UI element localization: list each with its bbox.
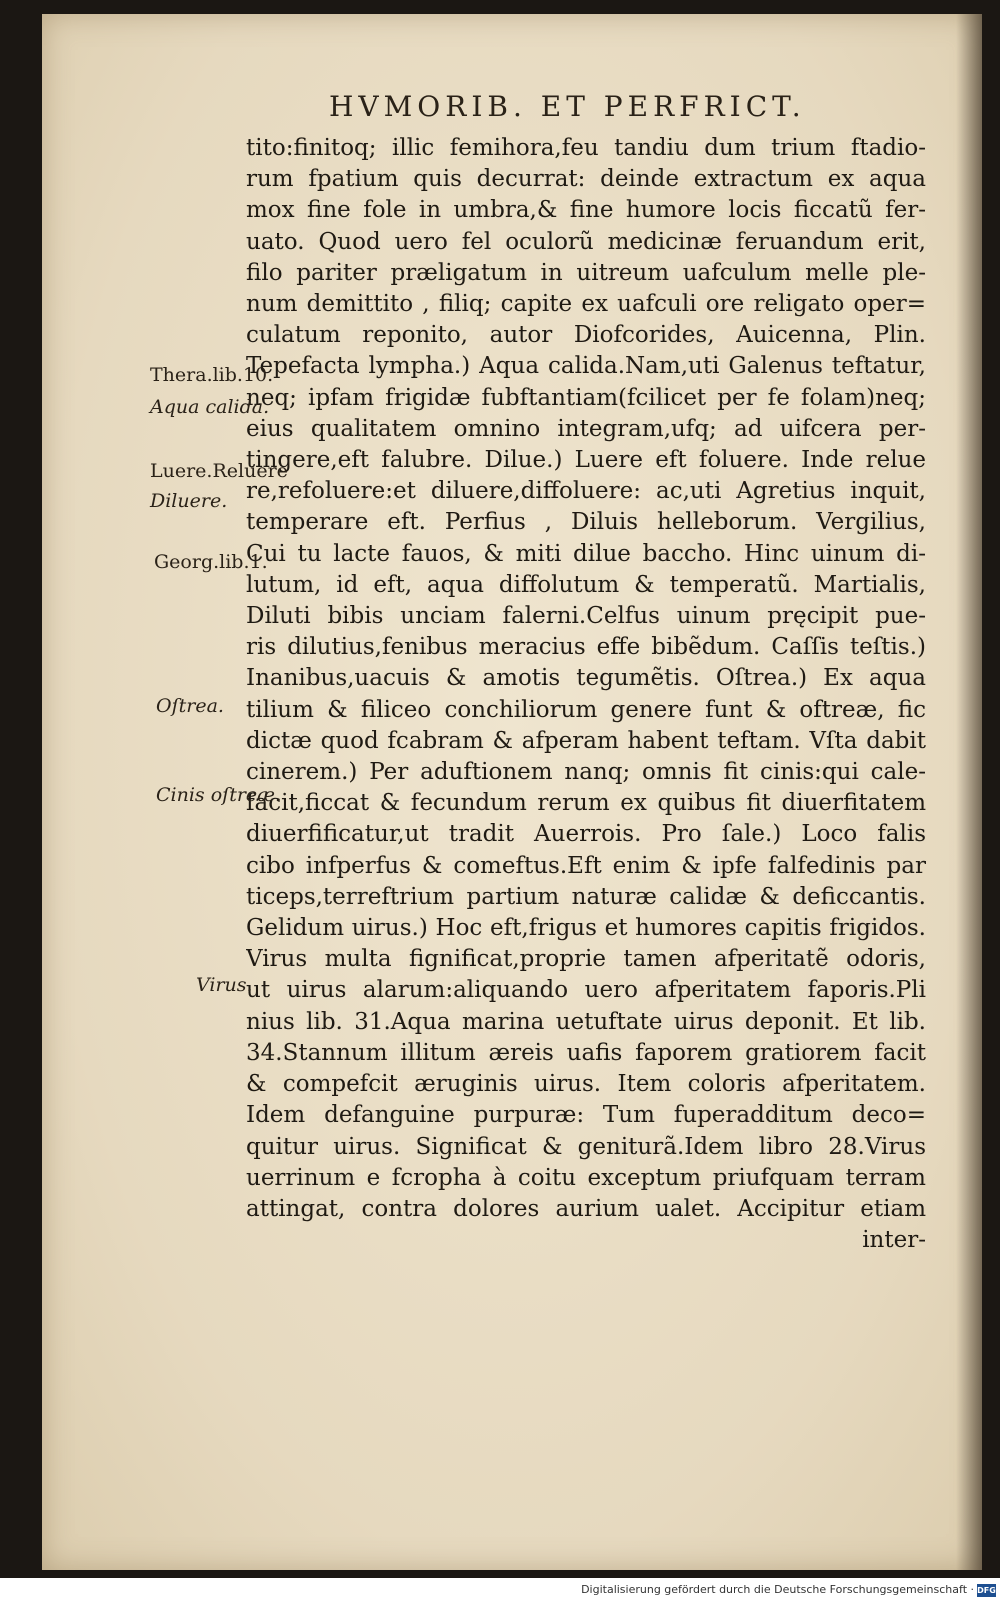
- text-line: quitur uirus. Significat & geniturã.Idem libro 28.Virus: [246, 1133, 926, 1160]
- text-line: Diluti bibis unciam falerni.Celfus uinum pręcipit pue-: [246, 603, 926, 630]
- text-line: attingat, contra dolores aurium ualet. Accipitur etiam: [246, 1195, 926, 1222]
- text-line: tito:finitoq; illic femihora,feu tandiu dum trium ftadio-: [246, 135, 926, 161]
- text-line: uato. Quod uero fel oculorũ medicinæ feruandum erit,: [246, 228, 926, 255]
- margin-gloss-luere: Luere.Reluere: [150, 460, 288, 482]
- text-line: Idem defanguine purpuræ: Tum fuperadditum deco=: [246, 1102, 926, 1129]
- running-head: HVMORIB. ET PERFRICT.: [329, 90, 806, 123]
- text-line: ticeps,terreftrium partium naturæ calidæ & deficcantis.: [246, 883, 926, 910]
- footer-bar: [0, 1578, 1000, 1604]
- text-line: mox fine fole in umbra,& fine humore locis ficcatũ fer-: [246, 197, 926, 224]
- text-line: facit,ficcat & fecundum rerum ex quibus fit diuerfitatem: [246, 790, 926, 817]
- text-line: Gelidum uirus.) Hoc eft,frigus et humores capitis frigidos.: [246, 915, 926, 942]
- text-line: lutum, id eft, aqua diffolutum & temperatũ. Martialis,: [246, 571, 926, 598]
- margin-gloss-ostrea: Oſtrea.: [156, 695, 224, 717]
- text-line: & compefcit æruginis uirus. Item coloris afperitatem.: [246, 1071, 926, 1098]
- text-line: Cui tu lacte fauos, & miti dilue baccho. Hinc uinum di-: [246, 540, 926, 567]
- text-line: diuerfificatur,ut tradit Auerrois. Pro ſale.) Loco falis: [246, 821, 926, 848]
- text-line: culatum reponito, autor Diofcorides, Auicenna, Plin.: [246, 322, 926, 349]
- text-line: filo pariter præligatum in uitreum uafculum melle ple-: [246, 259, 926, 286]
- text-line: Inanibus,uacuis & amotis tegumẽtis. Oſtrea.) Ex aqua: [246, 665, 926, 692]
- text-line: 34.Stannum illitum æreis uafis faporem gratiorem facit: [246, 1039, 926, 1066]
- text-line: tilium & filiceo conchiliorum genere funt & oftreæ, fic: [246, 696, 926, 723]
- text-line: inter-: [862, 1227, 926, 1254]
- text-line: neq; ipfam frigidæ fubftantiam(fcilicet per fe folam)neq;: [246, 384, 926, 411]
- margin-gloss-diluere: Diluere.: [150, 490, 228, 512]
- margin-gloss-thera: Thera.lib.10.: [150, 364, 274, 386]
- margin-gloss-georg: Georg.lib.1.: [154, 551, 268, 573]
- text-line: temperare eft. Perfius , Diluis helleborum. Vergilius,: [246, 509, 926, 536]
- text-line: cibo infperfus & comeftus.Eft enim & ipfe falfedinis par: [246, 852, 926, 879]
- text-line: re,refoluere:et diluere,diffoluere: ac,uti Agretius inquit,: [246, 478, 926, 505]
- text-line: uerrinum e fcropha à coitu exceptum priufquam terram: [246, 1164, 926, 1191]
- text-line: tingere,eft falubre. Dilue.) Luere eft foluere. Inde relue: [246, 447, 926, 474]
- text-line: num demittito , filiq; capite ex uafculi ore religato oper=: [246, 291, 926, 318]
- text-line: eius qualitatem omnino integram,ufq; ad uifcera per-: [246, 415, 926, 442]
- text-line: ris dilutius,fenibus meracius effe bibẽdum. Caſſis teſtis.): [246, 634, 926, 661]
- text-line: Tepefacta lympha.) Aqua calida.Nam,uti Galenus teftatur,: [246, 353, 926, 380]
- footer-credit: Digitalisierung gefördert durch die Deutsche Forschungsgemeinschaft ·: [581, 1583, 974, 1596]
- margin-gloss-aqua-calida: Aqua calida.: [150, 396, 270, 418]
- page-spine-shadow: [956, 14, 982, 1570]
- dfg-logo: DFG: [977, 1586, 996, 1595]
- body-text: [246, 133, 926, 1256]
- text-line: rum fpatium quis decurrat: deinde extractum ex aqua: [246, 166, 926, 193]
- text-line: cinerem.) Per aduftionem nanq; omnis fit cinis:qui cale-: [246, 759, 926, 786]
- text-line: ut uirus alarum:aliquando uero afperitatem faporis.Pli: [246, 977, 926, 1004]
- text-line: dictæ quod fcabram & afperam habent teftam. Vſta dabit: [246, 727, 926, 754]
- text-line: nius lib. 31.Aqua marina uetuftate uirus deponit. Et lib.: [246, 1008, 926, 1035]
- margin-gloss-virus: Virus.: [196, 974, 253, 996]
- margin-gloss-cinis-ostreae: Cinis oſtreæ.: [156, 784, 282, 806]
- text-line: Virus multa fignificat,proprie tamen afperitatẽ odoris,: [246, 946, 926, 973]
